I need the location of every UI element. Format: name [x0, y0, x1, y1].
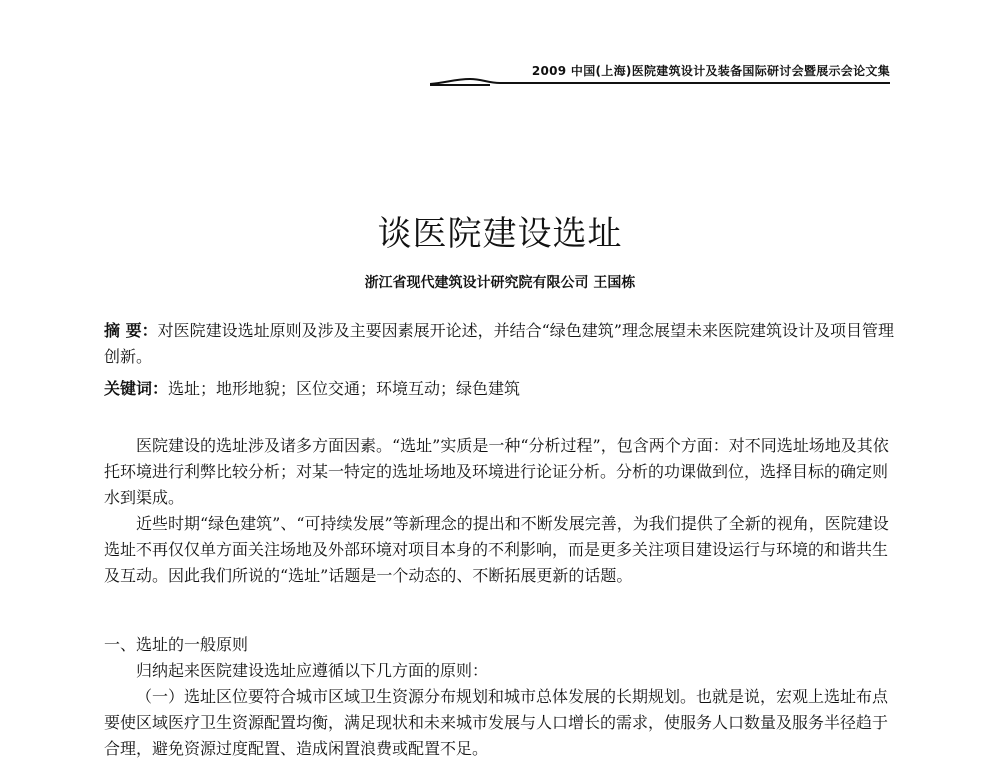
keywords-text: 选址；地形地貌；区位交通；环境互动；绿色建筑 [168, 379, 521, 398]
paragraph-2: 近些时期“绿色建筑”、“可持续发展”等新理念的提出和不断发展完善，为我们提供了全新的视角，医院建设选址不再仅仅单方面关注场地及外部环境对项目本身的不利影响，而是更多关注项目建设运行与环境的和谐共生及互动。因此我们所说的“选址”话题是一个动态的、不断拓展更新的话题。 [104, 514, 889, 585]
running-header [430, 58, 890, 90]
header-rule-decoration [430, 78, 890, 86]
abstract [104, 318, 894, 370]
body-text [104, 433, 894, 589]
page-title: 谈医院建设选址 [377, 214, 623, 254]
abstract-label: 摘 要： [104, 321, 158, 340]
keywords [104, 376, 894, 402]
section-1 [104, 632, 894, 762]
keywords-label: 关键词： [104, 379, 169, 398]
section-item-1: （一）选址区位要符合城市区域卫生资源分布规划和城市总体发展的长期规划。也就是说，宏观上选址布点要使区域医疗卫生资源配置均衡，满足现状和未来城市发展与人口增长的需求，使服务人口数量及服务半径趋于合理，避免资源过度配置、造成闲置浪费或配置不足。 [104, 687, 889, 758]
section-heading: 一、选址的一般原则 [104, 635, 249, 654]
abstract-text: 对医院建设选址原则及涉及主要因素展开论述，并结合“绿色建筑”理念展望未来医院建筑设计及项目管理创新。 [104, 321, 894, 366]
paragraph-1: 医院建设的选址涉及诸多方面因素。“选址”实质是一种“分析过程”，包含两个方面：对不同选址场地及其依托环境进行利弊比较分析；对某一特定的选址场地及环境进行论证分析。分析的功课做到位，选择目标的确定则水到渠成。 [104, 436, 889, 507]
journal-title: 2009 中国(上海)医院建筑设计及装备国际研讨会暨展示会论文集 [531, 64, 890, 78]
author-affiliation: 浙江省现代建筑设计研究院有限公司 王国栋 [364, 275, 636, 291]
section-intro: 归纳起来医院建设选址应遵循以下几方面的原则： [136, 661, 489, 680]
